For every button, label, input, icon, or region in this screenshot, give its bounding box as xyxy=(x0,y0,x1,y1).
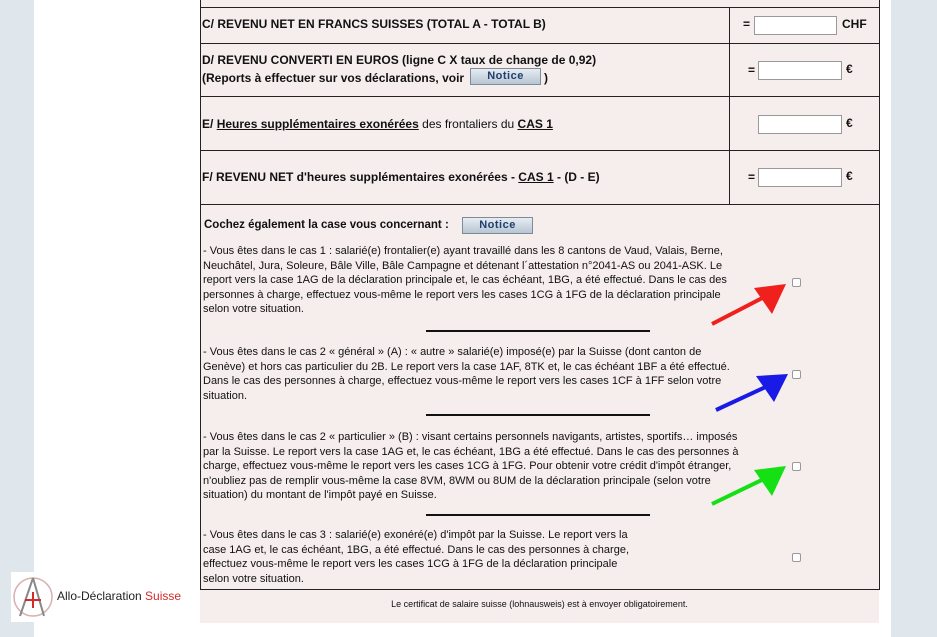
row-d-label-line2: (Reports à effectuer sur vos déclarations, voir xyxy=(202,71,465,85)
logo-text-main: Allo-Déclaration xyxy=(57,589,146,603)
logo-text xyxy=(57,589,181,603)
row-e-label xyxy=(202,116,553,132)
separator xyxy=(426,414,650,416)
case-2b-checkbox[interactable] xyxy=(792,462,801,471)
case-1-checkbox[interactable] xyxy=(792,278,801,287)
table-border-left xyxy=(200,0,201,590)
separator xyxy=(426,330,650,332)
logo-mark-icon xyxy=(11,574,55,620)
row-f-equals: = xyxy=(748,170,756,184)
case-2b-text: - Vous êtes dans le cas 2 « particulier » (B) : visant certains personnels navigants, artistes, sportifs… imposés par la Suisse. Le report vers la case 1AG et, le cas échéant, 1BG a été effectué. Dans le cas des personnes à charge, effectuez vous-même le report vers les cases 1CG à 1FG. Pour obtenir votre crédit d'impôt étranger, n'oubliez pas de remplir vous-même la case 8VM, 8WM ou 8UM de la déclaration principale (selon votre situation) du montant de l'impôt payé en Suisse. xyxy=(203,431,739,502)
case-1-text: - Vous êtes dans le cas 1 : salarié(e) frontalier(e) ayant travaillé dans les 8 cantons de Vaud, Valais, Berne, Neuchâtel, Jura, Soleure, Bâle Ville, Bâle Campagne et détenant l´attestation n°2041-AS ou 2041-ASK. Le report vers la case 1AG de la déclaration principale et, le cas échéant, 1BG, a été effectué. Dans le cas des personnes à charge, effectuez vous-même le report vers les cases 1CG à 1FG de la déclaration principale selon votre situation. xyxy=(203,245,727,316)
row-d-unit: € xyxy=(846,62,853,76)
row-f-label xyxy=(202,169,600,185)
row-c-chf-input[interactable] xyxy=(754,16,837,35)
row-f-unit: € xyxy=(846,169,853,183)
row-e-prefix: E/ xyxy=(202,117,214,131)
case-3-checkbox[interactable] xyxy=(792,553,801,562)
logo[interactable] xyxy=(11,572,181,622)
row-divider xyxy=(200,204,880,205)
notice-button-cases[interactable]: Notice xyxy=(462,217,533,234)
table-column-divider xyxy=(729,7,730,204)
row-f-case-link[interactable]: CAS 1 xyxy=(518,170,554,184)
footer-note: Le certificat de salaire suisse (lohnausweis) est à envoyer obligatoirement. xyxy=(391,599,688,609)
row-f-suffix: - (D - E) xyxy=(556,170,600,184)
case-2a-checkbox[interactable] xyxy=(792,370,801,379)
row-c-unit: CHF xyxy=(842,17,867,31)
row-divider xyxy=(200,43,880,44)
row-c-label: C/ REVENU NET EN FRANCS SUISSES (TOTAL A - TOTAL B) xyxy=(202,17,546,31)
blue-arrow-icon xyxy=(712,370,792,414)
row-f-prefix: F/ REVENU NET d'heures supplémentaires exonérées - xyxy=(202,170,515,184)
row-divider xyxy=(200,150,880,151)
row-e-unit: € xyxy=(846,116,853,130)
row-d-label-line1: D/ REVENU CONVERTI EN EUROS (ligne C X taux de change de 0,92) xyxy=(202,53,597,67)
row-divider xyxy=(200,96,880,97)
row-e-case-link[interactable]: CAS 1 xyxy=(517,117,553,131)
row-e-euro-input[interactable] xyxy=(758,115,842,134)
notice-button-d[interactable]: Notice xyxy=(470,68,541,85)
separator xyxy=(426,514,650,516)
cases-intro: Cochez également la case vous concernant : xyxy=(204,219,449,231)
row-divider xyxy=(200,589,880,590)
table-border-right xyxy=(879,0,880,590)
logo-text-accent: Suisse xyxy=(145,589,182,603)
row-f-euro-input[interactable] xyxy=(758,168,842,187)
row-d-euro-input[interactable] xyxy=(758,61,842,80)
row-d-label-close: ) xyxy=(544,71,548,85)
row-divider xyxy=(200,7,880,8)
row-d-equals: = xyxy=(748,63,756,77)
row-c-equals: = xyxy=(743,17,751,31)
case-3-text: - Vous êtes dans le cas 3 : salarié(e) exonéré(e) d'impôt par la Suisse. Le report vers la case 1AG et, le cas échéant, 1BG, a été effectué. Dans le cas des personnes à charge, effectuez vous-même le report vers les cases 1CG à 1FG de la déclaration principale selon votre situation. xyxy=(203,529,629,585)
green-arrow-icon xyxy=(708,462,788,508)
heures-supplementaires-link[interactable]: Heures supplémentaires exonérées xyxy=(216,117,419,131)
case-2a-text: - Vous êtes dans le cas 2 « général » (A) : « autre » salarié(e) imposé(e) par la Suisse (dont canton de Genève) et hors cas particulier du 2B. Le report vers la case 1AF, 8TK et, le cas échéant 1BF a été effectué. Dans le cas des personnes à charge, effectuez vous-même le report vers les cases 1CF à 1FF selon votre situation. xyxy=(203,346,730,402)
row-e-mid: des frontaliers du xyxy=(422,117,515,131)
red-arrow-icon xyxy=(708,280,788,328)
